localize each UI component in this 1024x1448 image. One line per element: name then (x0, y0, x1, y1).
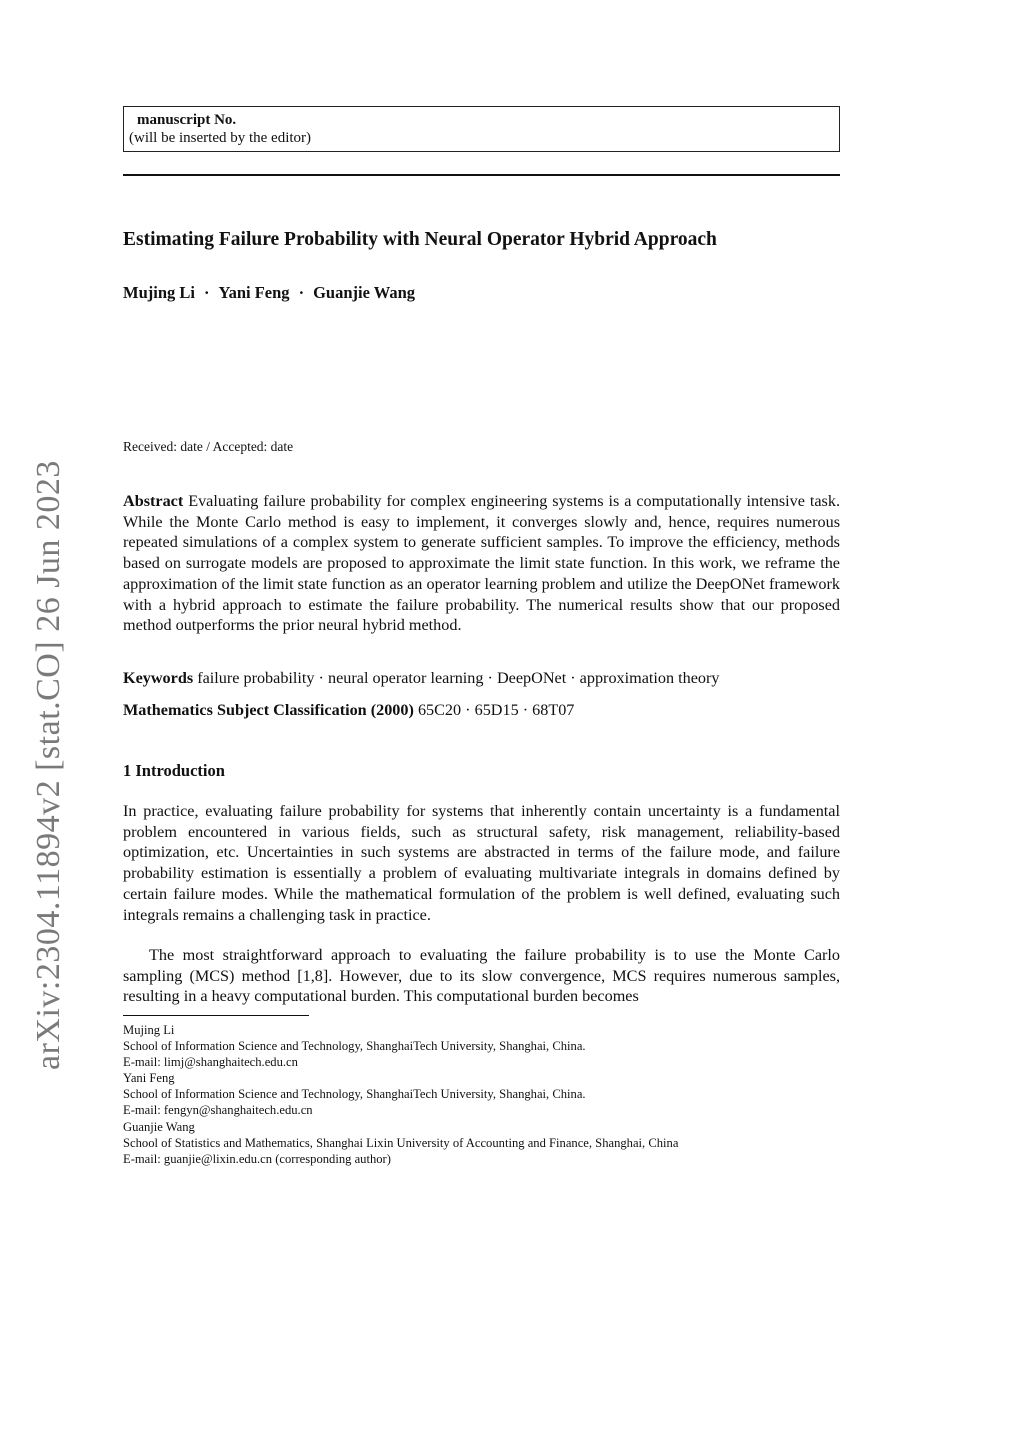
msc-codes: 65C20 · 65D15 · 68T07 (417, 701, 575, 719)
footnote-email: E-mail: limj@shanghaitech.edu.cn (123, 1055, 298, 1070)
footnote-line: Mujing Li (123, 1023, 175, 1037)
arxiv-identifier-stamp: arXiv:2304.11894v2 [stat.CO] 26 Jun 2023 (30, 460, 67, 1070)
section-heading-introduction: 1 Introduction (123, 761, 225, 780)
footnote-line: Yani Feng (123, 1071, 175, 1086)
paper-title: Estimating Failure Probability with Neural Operator Hybrid Approach (123, 229, 717, 250)
footnote-email: E-mail: guanjie@lixin.edu.cn (corresponding author) (123, 1151, 391, 1166)
manuscript-editor-note: (will be inserted by the editor) (129, 130, 312, 146)
footnote-rule (123, 1015, 309, 1016)
author-separator: · (298, 283, 305, 302)
introduction-paragraph: The most straightforward approach to evaluating the failure probability is to use the Monte Carlo sampling (MCS) method [1,8]. However, due to its slow convergence, MCS requires numerous samples, resulting in a heavy computational burden. This computational burden becomes (123, 946, 840, 1006)
abstract-label: Abstract (123, 492, 184, 510)
footnote-line: Guanjie Wang (123, 1119, 195, 1134)
footnote-email: E-mail: fengyn@shanghaitech.edu.cn (123, 1103, 313, 1118)
footnote-line: School of Statistics and Mathematics, Shanghai Lixin University of Accounting and Finance, Shanghai, China (123, 1135, 679, 1150)
msc-label: Mathematics Subject Classification (2000) (123, 701, 414, 719)
manuscript-number-label: manuscript No. (137, 112, 237, 128)
author-affiliations (123, 1022, 843, 1167)
author-separator: · (203, 283, 210, 302)
keywords-label: Keywords (123, 669, 194, 687)
introduction-paragraph: In practice, evaluating failure probability for systems that inherently contain uncertainty is a fundamental problem encountered in various fields, such as structural safety, risk management, reliability-based optimization, etc. Uncertainties in such systems are abstracted in terms of the failure mode, and failure probability estimation is essentially a problem of evaluating multivariate integrals in domains defined by certain failure modes. While the mathematical formulation of the problem is well defined, evaluating such integrals remains a challenging task in practice. (123, 802, 840, 924)
manuscript-box (123, 106, 840, 152)
abstract-text: Evaluating failure probability for complex engineering systems is a computationally intensive task. While the Monte Carlo method is easy to implement, it converges slowly and, hence, requires numerous repeated simulations of a complex system to generate sufficient samples. To improve the efficiency, methods based on surrogate models are proposed to approximate the limit state function. In this work, we reframe the approximation of the limit state function as an operator learning problem and utilize the DeepONet framework with a hybrid approach to estimate the failure probability. The numerical results show that our proposed method outperforms the prior neural hybrid method. (123, 492, 841, 635)
keywords (123, 668, 840, 689)
keywords-text: failure probability · neural operator learning · DeepONet · approximation theory (197, 669, 720, 687)
footnote-line: School of Information Science and Technology, ShanghaiTech University, Shanghai, China. (123, 1087, 586, 1102)
author-name: Guanjie Wang (313, 283, 416, 302)
received-accepted-dates: Received: date / Accepted: date (123, 439, 294, 454)
footnote-line: School of Information Science and Technology, ShanghaiTech University, Shanghai, China. (123, 1039, 586, 1054)
header-rule (123, 174, 840, 176)
subject-classification (123, 700, 840, 721)
author-name: Yani Feng (218, 283, 290, 302)
author-list (123, 283, 415, 303)
author-name: Mujing Li (123, 283, 195, 302)
abstract (123, 491, 840, 636)
